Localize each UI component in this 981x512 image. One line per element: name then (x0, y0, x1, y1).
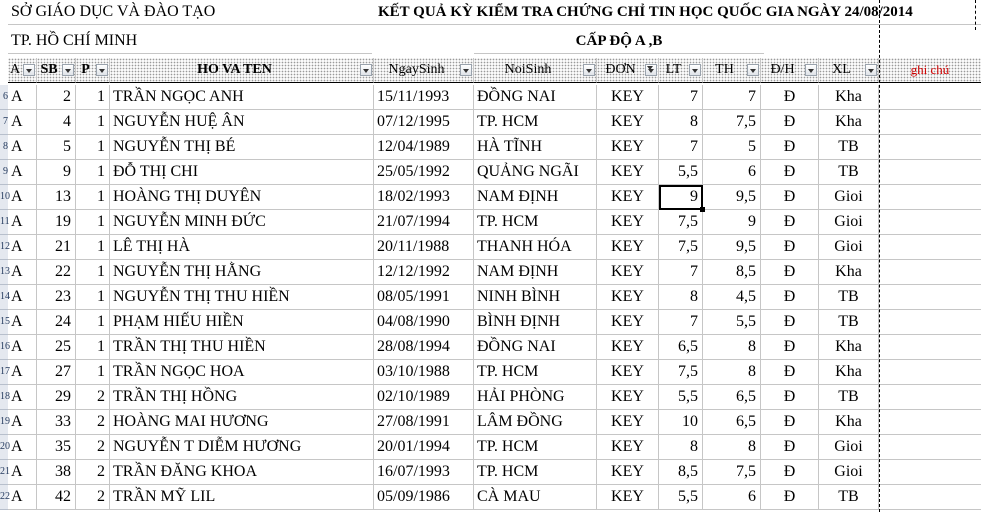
filter-dropdown-icon[interactable] (96, 64, 108, 76)
table-row (0, 285, 981, 310)
cell-p[interactable]: 2 (76, 435, 110, 460)
cell-hoten[interactable]: NGUYỄN THỊ BÉ (110, 135, 374, 160)
cell-p[interactable]: 2 (76, 460, 110, 485)
cell-don[interactable]: KEY (597, 360, 659, 385)
cell-sb[interactable]: 2 (37, 85, 76, 110)
cell-ngaysinh[interactable]: 15/11/1993 (374, 85, 474, 110)
cell-xl[interactable]: Gioi (819, 435, 879, 460)
cell-don[interactable]: KEY (597, 435, 659, 460)
cell-noisinh[interactable]: ĐỒNG NAI (474, 335, 597, 360)
cell-noisinh[interactable]: NINH BÌNH (474, 285, 597, 310)
cell-p[interactable]: 1 (76, 235, 110, 260)
table-row (0, 85, 981, 110)
row-header[interactable]: 9 (0, 160, 8, 185)
cell-ghichu[interactable] (879, 410, 981, 435)
cell-ghichu[interactable] (879, 110, 981, 135)
cell-don[interactable]: KEY (597, 185, 659, 210)
cell-ghichu[interactable] (879, 335, 981, 360)
cell-xl[interactable]: Kha (819, 260, 879, 285)
cell-hoten[interactable]: NGUYỄN THỊ HẰNG (110, 260, 374, 285)
cell-th[interactable]: 7 (703, 85, 761, 110)
cell-hoten[interactable]: ĐỖ THỊ CHI (110, 160, 374, 185)
cell-p[interactable]: 2 (76, 385, 110, 410)
table-row (0, 410, 981, 435)
cell-lt[interactable]: 5,5 (659, 385, 703, 410)
cell-th[interactable]: 8 (703, 435, 761, 460)
cell-lt[interactable]: 8 (659, 435, 703, 460)
col-header-lt-label: LT (665, 62, 682, 77)
cell-ghichu[interactable] (879, 460, 981, 485)
cell-p[interactable]: 1 (76, 185, 110, 210)
cell-p[interactable]: 1 (76, 160, 110, 185)
cell-a[interactable]: A (8, 410, 37, 435)
cell-dh[interactable]: Đ (761, 435, 819, 460)
cell-ngaysinh[interactable]: 07/12/1995 (374, 110, 474, 135)
cell-lt[interactable]: 7,5 (659, 360, 703, 385)
table-row (0, 185, 981, 210)
cell-dh[interactable]: Đ (761, 460, 819, 485)
cell-a[interactable]: A (8, 485, 37, 510)
col-header-ngaysinh-label: NgaySinh (388, 62, 445, 77)
cell-dh[interactable]: Đ (761, 310, 819, 335)
row-header[interactable]: 10 (0, 185, 8, 210)
col-header-ngaysinh[interactable] (374, 58, 474, 83)
table-row (0, 135, 981, 160)
cell-p[interactable]: 1 (76, 210, 110, 235)
cell-xl[interactable]: Gioi (819, 210, 879, 235)
cell-ngaysinh[interactable]: 20/11/1988 (374, 235, 474, 260)
cell-th[interactable]: 8,5 (703, 260, 761, 285)
page-break-line (879, 0, 880, 512)
col-header-p-label: P (81, 62, 90, 77)
filter-dropdown-icon[interactable] (747, 64, 759, 76)
cell-don[interactable]: KEY (597, 410, 659, 435)
cell-dh[interactable]: Đ (761, 160, 819, 185)
cell-lt[interactable]: 7 (659, 260, 703, 285)
cell-sb[interactable]: 22 (37, 260, 76, 285)
filter-dropdown-icon[interactable] (583, 64, 595, 76)
cell-lt[interactable]: 8 (659, 110, 703, 135)
cell-ghichu[interactable] (879, 210, 981, 235)
cell-lt[interactable]: 7,5 (659, 210, 703, 235)
col-header-ghichu[interactable]: ghi chú (879, 58, 981, 83)
cell-p[interactable]: 1 (76, 110, 110, 135)
cell-ghichu[interactable] (879, 135, 981, 160)
cell-ngaysinh[interactable]: 27/08/1991 (374, 410, 474, 435)
title-row-1 (0, 0, 981, 25)
cell-dh[interactable]: Đ (761, 85, 819, 110)
row-header[interactable]: 19 (0, 410, 8, 435)
col-header-noisinh[interactable] (474, 58, 597, 83)
col-header-th[interactable] (703, 58, 761, 83)
cell-lt[interactable]: 8 (659, 285, 703, 310)
col-header-noisinh-label: NoiSinh (504, 62, 552, 77)
cell-dh[interactable]: Đ (761, 185, 819, 210)
table-row (0, 335, 981, 360)
filter-dropdown-icon[interactable] (360, 64, 372, 76)
city-label[interactable]: TP. HỒ CHÍ MINH (8, 29, 372, 54)
cell-xl[interactable]: Gioi (819, 235, 879, 260)
cell-sb[interactable]: 24 (37, 310, 76, 335)
col-header-lt[interactable] (659, 58, 703, 83)
cell-sb[interactable]: 38 (37, 460, 76, 485)
cell-ghichu[interactable] (879, 285, 981, 310)
filter-dropdown-icon[interactable] (865, 64, 877, 76)
cell-ghichu[interactable] (879, 485, 981, 510)
col-header-xl[interactable] (819, 58, 879, 83)
cell-sb[interactable]: 23 (37, 285, 76, 310)
cell-xl[interactable]: TB (819, 385, 879, 410)
cell-xl[interactable]: TB (819, 485, 879, 510)
cell-sb[interactable]: 9 (37, 160, 76, 185)
filter-dropdown-icon[interactable] (689, 64, 701, 76)
cell-th[interactable]: 7,5 (703, 460, 761, 485)
row-header[interactable]: 11 (0, 210, 8, 235)
table-row (0, 210, 981, 235)
col-header-sb[interactable] (37, 58, 76, 83)
cell-noisinh[interactable]: TP. HCM (474, 435, 597, 460)
cell-lt[interactable]: 7 (659, 85, 703, 110)
col-header-hoten-label: HO VA TEN (197, 62, 272, 77)
cell-hoten[interactable]: NGUYỄN THỊ THU HIỀN (110, 285, 374, 310)
cell-a[interactable]: A (8, 210, 37, 235)
table-row (0, 460, 981, 485)
department-label[interactable]: SỞ GIÁO DỤC VÀ ĐÀO TẠO (8, 0, 372, 25)
filter-dropdown-icon[interactable] (23, 64, 35, 76)
cell-ghichu[interactable] (879, 160, 981, 185)
col-header-a-label: A (10, 62, 21, 77)
cell-dh[interactable]: Đ (761, 210, 819, 235)
cell-don[interactable]: KEY (597, 460, 659, 485)
cell-ngaysinh[interactable]: 16/07/1993 (374, 460, 474, 485)
table-row (0, 360, 981, 385)
cell-a[interactable]: A (8, 135, 37, 160)
cell-ngaysinh[interactable]: 18/02/1993 (374, 185, 474, 210)
cell-lt[interactable]: 7,5 (659, 235, 703, 260)
cell-a[interactable]: A (8, 110, 37, 135)
cell-a[interactable]: A (8, 285, 37, 310)
row-header[interactable]: 16 (0, 335, 8, 360)
cell-don[interactable]: KEY (597, 210, 659, 235)
row-header[interactable]: 20 (0, 435, 8, 460)
cell-xl[interactable]: TB (819, 285, 879, 310)
cell-th[interactable]: 8 (703, 360, 761, 385)
table-row (0, 110, 981, 135)
cell-don[interactable]: KEY (597, 285, 659, 310)
cell-noisinh[interactable]: THANH HÓA (474, 235, 597, 260)
cell-ghichu[interactable] (879, 235, 981, 260)
page-break-line (975, 0, 976, 30)
cell-p[interactable]: 2 (76, 485, 110, 510)
table-row (0, 385, 981, 410)
cell-ghichu[interactable] (879, 185, 981, 210)
cell-p[interactable]: 1 (76, 335, 110, 360)
cell-th[interactable]: 4,5 (703, 285, 761, 310)
cell-noisinh[interactable]: TP. HCM (474, 210, 597, 235)
cell-ngaysinh[interactable]: 25/05/1992 (374, 160, 474, 185)
cell-th[interactable]: 6,5 (703, 385, 761, 410)
cell-sb[interactable]: 42 (37, 485, 76, 510)
cell-ghichu[interactable] (879, 435, 981, 460)
cell-don[interactable]: KEY (597, 385, 659, 410)
cell-xl[interactable]: TB (819, 310, 879, 335)
cell-xl[interactable]: TB (819, 135, 879, 160)
cell-sb[interactable]: 29 (37, 385, 76, 410)
table-row (0, 485, 981, 510)
cell-lt[interactable]: 10 (659, 410, 703, 435)
table-row (0, 260, 981, 285)
cell-dh[interactable]: Đ (761, 485, 819, 510)
cell-noisinh[interactable]: CÀ MAU (474, 485, 597, 510)
cell-hoten[interactable]: NGUYỄN T DIỄM HƯƠNG (110, 435, 374, 460)
col-header-sb-label: SB (40, 62, 58, 77)
cell-a[interactable]: A (8, 460, 37, 485)
col-header-dh-label: Đ/H (770, 62, 795, 77)
cell-sb[interactable]: 4 (37, 110, 76, 135)
cell-p[interactable]: 2 (76, 410, 110, 435)
cell-p[interactable]: 1 (76, 360, 110, 385)
col-header-don[interactable] (597, 58, 659, 83)
cell-lt[interactable]: 7 (659, 135, 703, 160)
col-header-hoten[interactable] (110, 58, 374, 83)
cell-noisinh[interactable]: BÌNH ĐỊNH (474, 310, 597, 335)
cell-don[interactable]: KEY (597, 260, 659, 285)
cell-noisinh[interactable]: LÂM ĐỒNG (474, 410, 597, 435)
cell-dh[interactable]: Đ (761, 285, 819, 310)
cell-don[interactable]: KEY (597, 485, 659, 510)
cell-don[interactable]: KEY (597, 235, 659, 260)
cell-a[interactable]: A (8, 235, 37, 260)
cell-a[interactable]: A (8, 310, 37, 335)
cell-dh[interactable]: Đ (761, 385, 819, 410)
cell-don[interactable]: KEY (597, 160, 659, 185)
cell-don[interactable]: KEY (597, 310, 659, 335)
col-header-a[interactable] (8, 58, 37, 83)
cell-hoten[interactable]: TRẦN THỊ THU HIỀN (110, 335, 374, 360)
cell-xl[interactable]: Kha (819, 110, 879, 135)
cell-a[interactable]: A (8, 360, 37, 385)
level-subtitle[interactable]: CẤP ĐỘ A ,B (474, 29, 764, 54)
table-row (0, 435, 981, 460)
cell-hoten[interactable]: NGUYỄN HUỆ ÂN (110, 110, 374, 135)
col-header-dh[interactable] (761, 58, 819, 83)
cell-hoten[interactable]: LÊ THỊ HÀ (110, 235, 374, 260)
cell-a[interactable]: A (8, 160, 37, 185)
cell-sb[interactable]: 35 (37, 435, 76, 460)
cell-xl[interactable]: Kha (819, 360, 879, 385)
cell-dh[interactable]: Đ (761, 235, 819, 260)
cell-noisinh[interactable]: TP. HCM (474, 360, 597, 385)
cell-hoten[interactable]: PHẠM HIẾU HIỀN (110, 310, 374, 335)
cell-sb[interactable]: 13 (37, 185, 76, 210)
cell-don[interactable]: KEY (597, 135, 659, 160)
cell-hoten[interactable]: TRẦN THỊ HỒNG (110, 385, 374, 410)
cell-xl[interactable]: TB (819, 160, 879, 185)
cell-noisinh[interactable]: HẢI PHÒNG (474, 385, 597, 410)
row-header[interactable]: 18 (0, 385, 8, 410)
filter-dropdown-icon[interactable] (62, 64, 74, 76)
cell-th[interactable]: 5,5 (703, 310, 761, 335)
cell-lt[interactable]: 9 (659, 185, 703, 210)
row-header[interactable]: 22 (0, 485, 8, 510)
cell-ghichu[interactable] (879, 310, 981, 335)
column-header-row (0, 58, 981, 83)
cell-lt[interactable]: 5,5 (659, 160, 703, 185)
cell-a[interactable]: A (8, 185, 37, 210)
cell-sb[interactable]: 27 (37, 360, 76, 385)
cell-noisinh[interactable]: ĐỒNG NAI (474, 85, 597, 110)
cell-a[interactable]: A (8, 260, 37, 285)
cell-hoten[interactable]: TRẦN ĐĂNG KHOA (110, 460, 374, 485)
cell-don[interactable]: KEY (597, 335, 659, 360)
cell-sb[interactable]: 19 (37, 210, 76, 235)
row-header[interactable]: 21 (0, 460, 8, 485)
cell-ngaysinh[interactable]: 05/09/1986 (374, 485, 474, 510)
active-filter-icon[interactable] (645, 64, 657, 76)
cell-ghichu[interactable] (879, 260, 981, 285)
cell-th[interactable]: 6 (703, 485, 761, 510)
cell-noisinh[interactable]: TP. HCM (474, 460, 597, 485)
cell-sb[interactable]: 25 (37, 335, 76, 360)
cell-hoten[interactable]: HOÀNG MAI HƯƠNG (110, 410, 374, 435)
col-header-p[interactable] (76, 58, 110, 83)
cell-noisinh[interactable]: QUẢNG NGÃI (474, 160, 597, 185)
table-row (0, 310, 981, 335)
row-header[interactable]: 12 (0, 235, 8, 260)
cell-dh[interactable]: Đ (761, 410, 819, 435)
table-row (0, 235, 981, 260)
cell-lt[interactable]: 5,5 (659, 485, 703, 510)
cell-th[interactable]: 9,5 (703, 235, 761, 260)
cell-xl[interactable]: Kha (819, 335, 879, 360)
cell-ngaysinh[interactable]: 28/08/1994 (374, 335, 474, 360)
cell-hoten[interactable]: TRẦN NGỌC ANH (110, 85, 374, 110)
cell-dh[interactable]: Đ (761, 110, 819, 135)
cell-ghichu[interactable] (879, 360, 981, 385)
cell-p[interactable]: 1 (76, 285, 110, 310)
row-header[interactable]: 13 (0, 260, 8, 285)
row-header[interactable]: 15 (0, 310, 8, 335)
cell-a[interactable]: A (8, 385, 37, 410)
cell-p[interactable]: 1 (76, 135, 110, 160)
cell-th[interactable]: 9,5 (703, 185, 761, 210)
cell-dh[interactable]: Đ (761, 260, 819, 285)
cell-ngaysinh[interactable]: 02/10/1989 (374, 385, 474, 410)
cell-ngaysinh[interactable]: 20/01/1994 (374, 435, 474, 460)
report-title[interactable]: KẾT QUẢ KỲ KIỂM TRA CHỨNG CHỈ TIN HỌC QUỐC GIA NGÀY 24/08/2014 (372, 0, 981, 25)
table-row (0, 160, 981, 185)
cell-xl[interactable]: Gioi (819, 460, 879, 485)
row-header[interactable]: 14 (0, 285, 8, 310)
cell-th[interactable]: 6 (703, 160, 761, 185)
cell-noisinh[interactable]: TP. HCM (474, 110, 597, 135)
cell-lt[interactable]: 8,5 (659, 460, 703, 485)
cell-ngaysinh[interactable]: 08/05/1991 (374, 285, 474, 310)
cell-ngaysinh[interactable]: 03/10/1988 (374, 360, 474, 385)
cell-lt[interactable]: 7 (659, 310, 703, 335)
filter-dropdown-icon[interactable] (460, 64, 472, 76)
row-header[interactable]: 8 (0, 135, 8, 160)
cell-ghichu[interactable] (879, 85, 981, 110)
cell-p[interactable]: 1 (76, 260, 110, 285)
cell-lt[interactable]: 6,5 (659, 335, 703, 360)
cell-a[interactable]: A (8, 335, 37, 360)
row-header[interactable]: 7 (0, 110, 8, 135)
row-header[interactable]: 17 (0, 360, 8, 385)
cell-dh[interactable]: Đ (761, 135, 819, 160)
cell-xl[interactable]: Kha (819, 85, 879, 110)
cell-a[interactable]: A (8, 85, 37, 110)
cell-noisinh[interactable]: NAM ĐỊNH (474, 185, 597, 210)
cell-th[interactable]: 6,5 (703, 410, 761, 435)
cell-ngaysinh[interactable]: 12/12/1992 (374, 260, 474, 285)
cell-sb[interactable]: 33 (37, 410, 76, 435)
cell-p[interactable]: 1 (76, 310, 110, 335)
cell-th[interactable]: 5 (703, 135, 761, 160)
cell-p[interactable]: 1 (76, 85, 110, 110)
cell-don[interactable]: KEY (597, 85, 659, 110)
cell-ngaysinh[interactable]: 21/07/1994 (374, 210, 474, 235)
cell-ngaysinh[interactable]: 04/08/1990 (374, 310, 474, 335)
title-row-2 (0, 29, 981, 54)
filter-dropdown-icon[interactable] (805, 64, 817, 76)
col-header-th-label: TH (715, 62, 734, 77)
cell-noisinh[interactable]: HÀ TĨNH (474, 135, 597, 160)
cell-sb[interactable]: 21 (37, 235, 76, 260)
cell-don[interactable]: KEY (597, 110, 659, 135)
cell-dh[interactable]: Đ (761, 335, 819, 360)
cell-xl[interactable]: Kha (819, 410, 879, 435)
cell-th[interactable]: 9 (703, 210, 761, 235)
cell-ghichu[interactable] (879, 385, 981, 410)
cell-dh[interactable]: Đ (761, 360, 819, 385)
row-header[interactable]: 6 (0, 85, 8, 110)
cell-hoten[interactable]: NGUYỄN MINH ĐỨC (110, 210, 374, 235)
cell-a[interactable]: A (8, 435, 37, 460)
cell-sb[interactable]: 5 (37, 135, 76, 160)
cell-th[interactable]: 7,5 (703, 110, 761, 135)
cell-hoten[interactable]: HOÀNG THỊ DUYÊN (110, 185, 374, 210)
cell-th[interactable]: 8 (703, 335, 761, 360)
cell-hoten[interactable]: TRẦN MỸ LIL (110, 485, 374, 510)
cell-hoten[interactable]: TRẦN NGỌC HOA (110, 360, 374, 385)
cell-ngaysinh[interactable]: 12/04/1989 (374, 135, 474, 160)
cell-noisinh[interactable]: NAM ĐỊNH (474, 260, 597, 285)
col-header-don-label: ĐƠN (605, 62, 636, 77)
cell-xl[interactable]: Gioi (819, 185, 879, 210)
col-header-xl-label: XL (832, 62, 851, 77)
